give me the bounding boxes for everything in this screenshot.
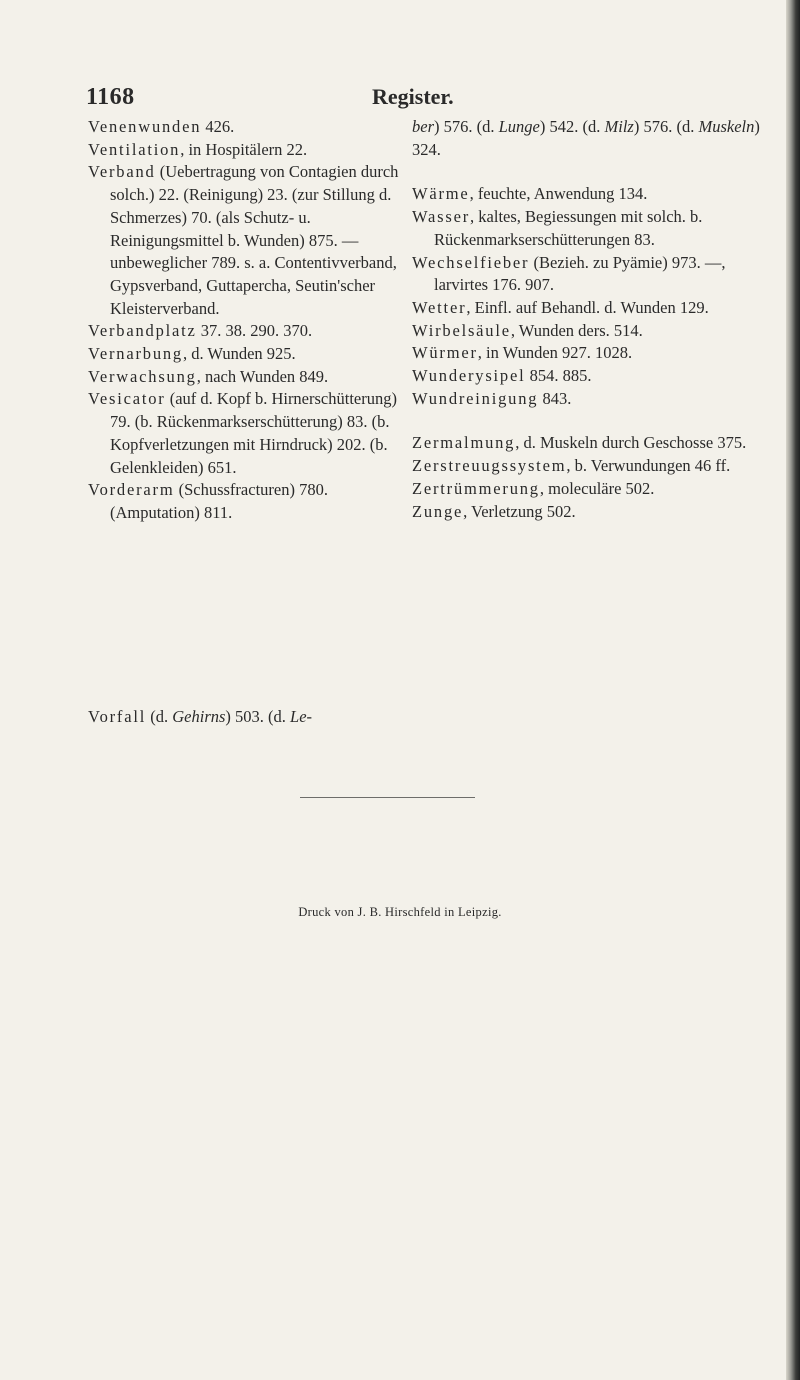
index-entry xyxy=(88,139,403,162)
page-edge-shadow xyxy=(786,0,800,1380)
entry-text: , moleculäre 502. xyxy=(539,478,655,498)
entry-term: Zerstreuugssystem xyxy=(412,456,567,476)
entry-text: , b. Verwundungen 46 ff. xyxy=(566,456,731,476)
entry-term: Verwachsung xyxy=(88,366,197,386)
index-entry-continuation: ber) 576. (d. Lunge) 542. (d. Milz) 576. (d. Muskeln) 324. xyxy=(412,117,760,159)
index-entry xyxy=(412,365,767,388)
entry-text: 854. 885. xyxy=(525,366,592,386)
index-entry xyxy=(88,343,403,366)
index-entry xyxy=(412,478,767,501)
index-entry xyxy=(412,206,767,251)
index-entry xyxy=(412,342,767,365)
entry-term: Ventilation xyxy=(88,139,181,159)
index-entry xyxy=(412,388,767,411)
index-entry xyxy=(412,252,767,297)
entry-term: Vernarbung xyxy=(88,344,183,364)
entry-term: Zermalmung xyxy=(412,433,516,453)
entry-term: Wetter xyxy=(412,297,467,317)
index-entry xyxy=(412,297,767,320)
entry-text: , d. Wunden 925. xyxy=(182,344,296,364)
entry-text: , nach Wunden 849. xyxy=(196,366,329,386)
entry-term: Vesicator xyxy=(88,389,166,409)
entry-term: Venenwunden xyxy=(88,117,202,136)
index-entry xyxy=(88,479,403,524)
entry-term: Vorderarm xyxy=(88,480,175,500)
entry-text: (Bezieh. zu Pyämie) 973. —, larvirtes 176. 907. xyxy=(434,252,726,295)
entry-text: , Einfl. auf Behandl. d. Wunden 129. xyxy=(466,297,709,317)
left-column-tail xyxy=(88,706,403,729)
page-title: Register. xyxy=(372,84,454,109)
entry-text: (auf d. Kopf b. Hirnerschütterung) 79. (b. Rückenmarkserschütterung) 83. (b. Kopfverletzungen mit Hirndruck) 202. (b. Gelenkleiden) 651. xyxy=(110,389,397,477)
index-entry xyxy=(88,366,403,389)
index-entry xyxy=(88,388,403,479)
entry-text: , in Wunden 927. 1028. xyxy=(477,343,633,363)
index-entry xyxy=(412,501,767,524)
right-column xyxy=(412,116,767,523)
entry-text: , kaltes, Begiessungen mit solch. b. Rückenmarkserschütterungen 83. xyxy=(434,207,703,249)
index-entry xyxy=(412,320,767,343)
entry-text: , in Hospitälern 22. xyxy=(180,139,308,159)
index-entry xyxy=(88,706,403,729)
printer-imprint: Druck von J. B. Hirschfeld in Leipzig. xyxy=(298,905,502,919)
index-entry xyxy=(88,320,403,343)
entry-text: , d. Muskeln durch Geschosse 375. xyxy=(515,433,747,453)
index-entry xyxy=(88,116,403,139)
entry-text: 37. 38. 290. 370. xyxy=(196,321,313,341)
entry-term: Wunderysipel xyxy=(412,366,526,386)
entry-term: Zunge xyxy=(412,501,464,521)
entry-text: 426. xyxy=(201,117,235,136)
index-entry xyxy=(412,455,767,478)
entry-term: Wundreinigung xyxy=(412,388,539,408)
entry-term: Würmer xyxy=(412,343,478,363)
entry-text: (Uebertragung von Contagien durch solch.) 22. (Reinigung) 23. (zur Stillung d. Schmerzes) 70. (als Schutz- u. Reinigungsmittel b. Wunden) 875. — unbeweglicher 789. s. a. Contentivverband, Gypsverband, Guttapercha, Seutin'scher Kleisterverband. xyxy=(110,162,399,318)
entry-text: , feuchte, Anwendung 134. xyxy=(469,184,648,204)
entry-text: (Schussfracturen) 780. (Amputation) 811. xyxy=(110,480,328,522)
index-entry xyxy=(88,161,403,320)
entry-term: Wasser xyxy=(412,207,471,227)
entry-term: Wärme xyxy=(412,184,470,204)
entry-term: Verband xyxy=(88,162,156,182)
entry-text: , Wunden ders. 514. xyxy=(510,320,643,340)
group-spacer xyxy=(412,410,767,432)
page-number: 1168 xyxy=(86,84,135,110)
end-rule xyxy=(300,797,475,798)
left-column xyxy=(88,116,403,525)
entry-term: Vorfall xyxy=(88,707,147,726)
group-spacer xyxy=(412,161,767,183)
entry-text: 843. xyxy=(538,388,572,408)
entry-term: Verbandplatz xyxy=(88,321,197,341)
entry-term: Wechselfieber xyxy=(412,252,530,272)
entry-term: Zertrümmerung xyxy=(412,478,540,498)
entry-text-part: (d. Gehirns) 503. (d. Le- xyxy=(146,707,313,726)
index-entry xyxy=(412,432,767,455)
entry-text: , Verletzung 502. xyxy=(463,501,576,521)
entry-term: Wirbelsäule xyxy=(412,320,511,340)
index-entry xyxy=(412,183,767,206)
